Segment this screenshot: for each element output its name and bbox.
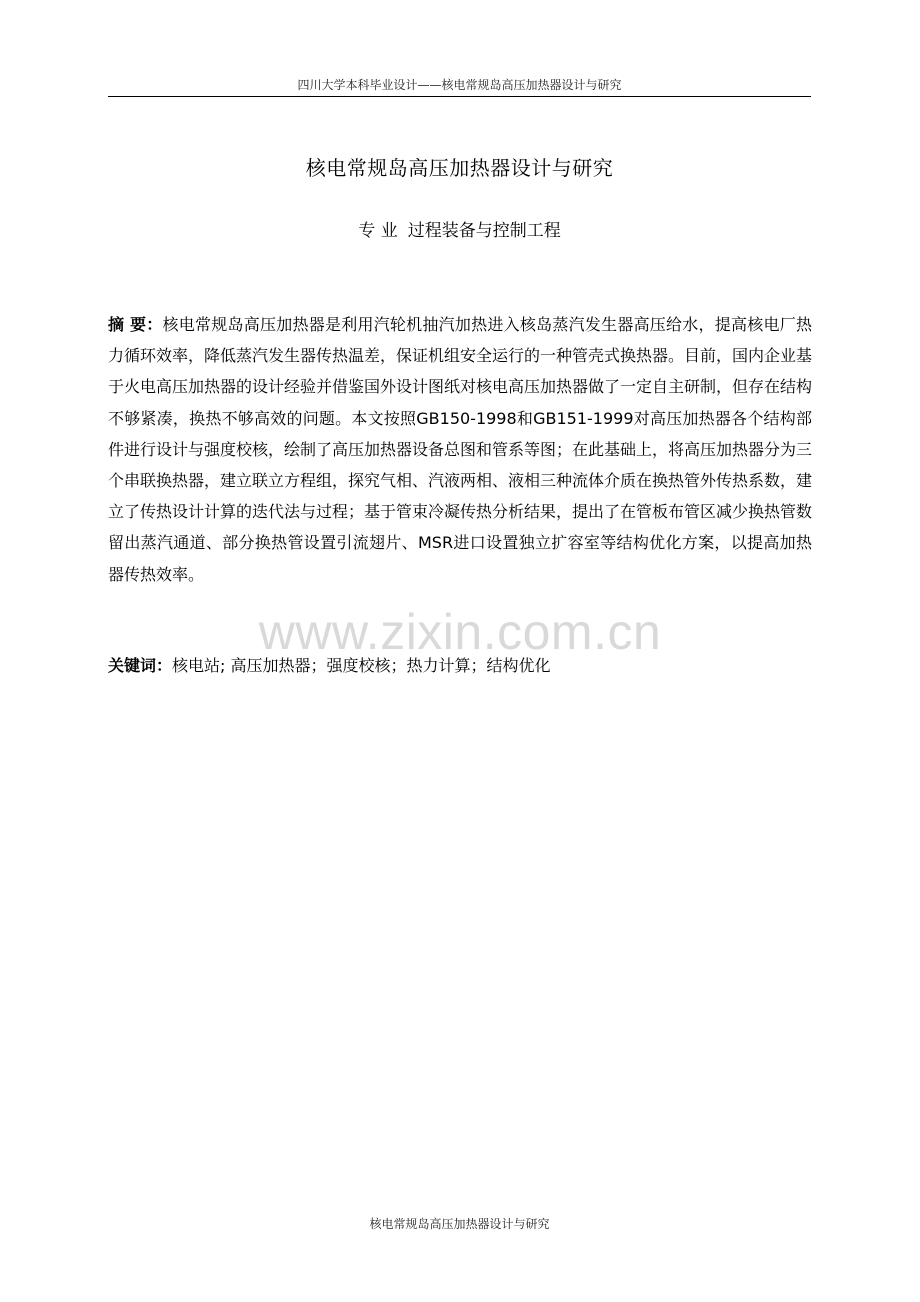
major-value: 过程装备与控制工程 bbox=[407, 221, 561, 241]
running-footer: 核电常规岛高压加热器设计与研究 bbox=[369, 1217, 550, 1231]
keywords-line bbox=[108, 650, 812, 681]
header-rule bbox=[108, 96, 811, 97]
watermark: www.zixin.com.cn bbox=[258, 604, 662, 660]
abstract-paragraph bbox=[108, 309, 812, 590]
major-line bbox=[108, 217, 811, 245]
abstract-text: 核电常规岛高压加热器是利用汽轮机抽汽加热进入核岛蒸汽发生器高压给水，提高核电厂热力循环效率，降低蒸汽发生器传热温差，保证机组安全运行的一种管壳式换热器。目前，国内企业基于火电高压加热器的设计经验并借鉴国外设计图纸对核电高压加热器做了一定自主研制，但存在结构不够紧凑，换热不够高效的问题。本文按照GB150-1998和GB151-1999对高压加热器各个结构部件进行设计与强度校核，绘制了高压加热器设备总图和管系等图；在此基础上，将高压加热器分为三个串联换热器，建立联立方程组，探究气相、汽液两相、液相三种流体介质在换热管外传热系数，建立了传热设计计算的迭代法与过程；基于管束冷凝传热分析结果，提出了在管板布管区减少换热管数留出蒸汽通道、部分换热管设置引流翅片、MSR进口设置独立扩容室等结构优化方案，以提高加热器传热效率。 bbox=[108, 315, 813, 584]
document-title: 核电常规岛高压加热器设计与研究 bbox=[305, 156, 614, 180]
running-header: 四川大学本科毕业设计——核电常规岛高压加热器设计与研究 bbox=[297, 78, 622, 92]
major-label: 专 业 bbox=[358, 221, 398, 241]
keywords-text: 核电站; 高压加热器；强度校核；热力计算；结构优化 bbox=[172, 656, 551, 675]
abstract-label: 摘 要： bbox=[108, 315, 163, 334]
keywords-label: 关键词： bbox=[108, 656, 173, 675]
